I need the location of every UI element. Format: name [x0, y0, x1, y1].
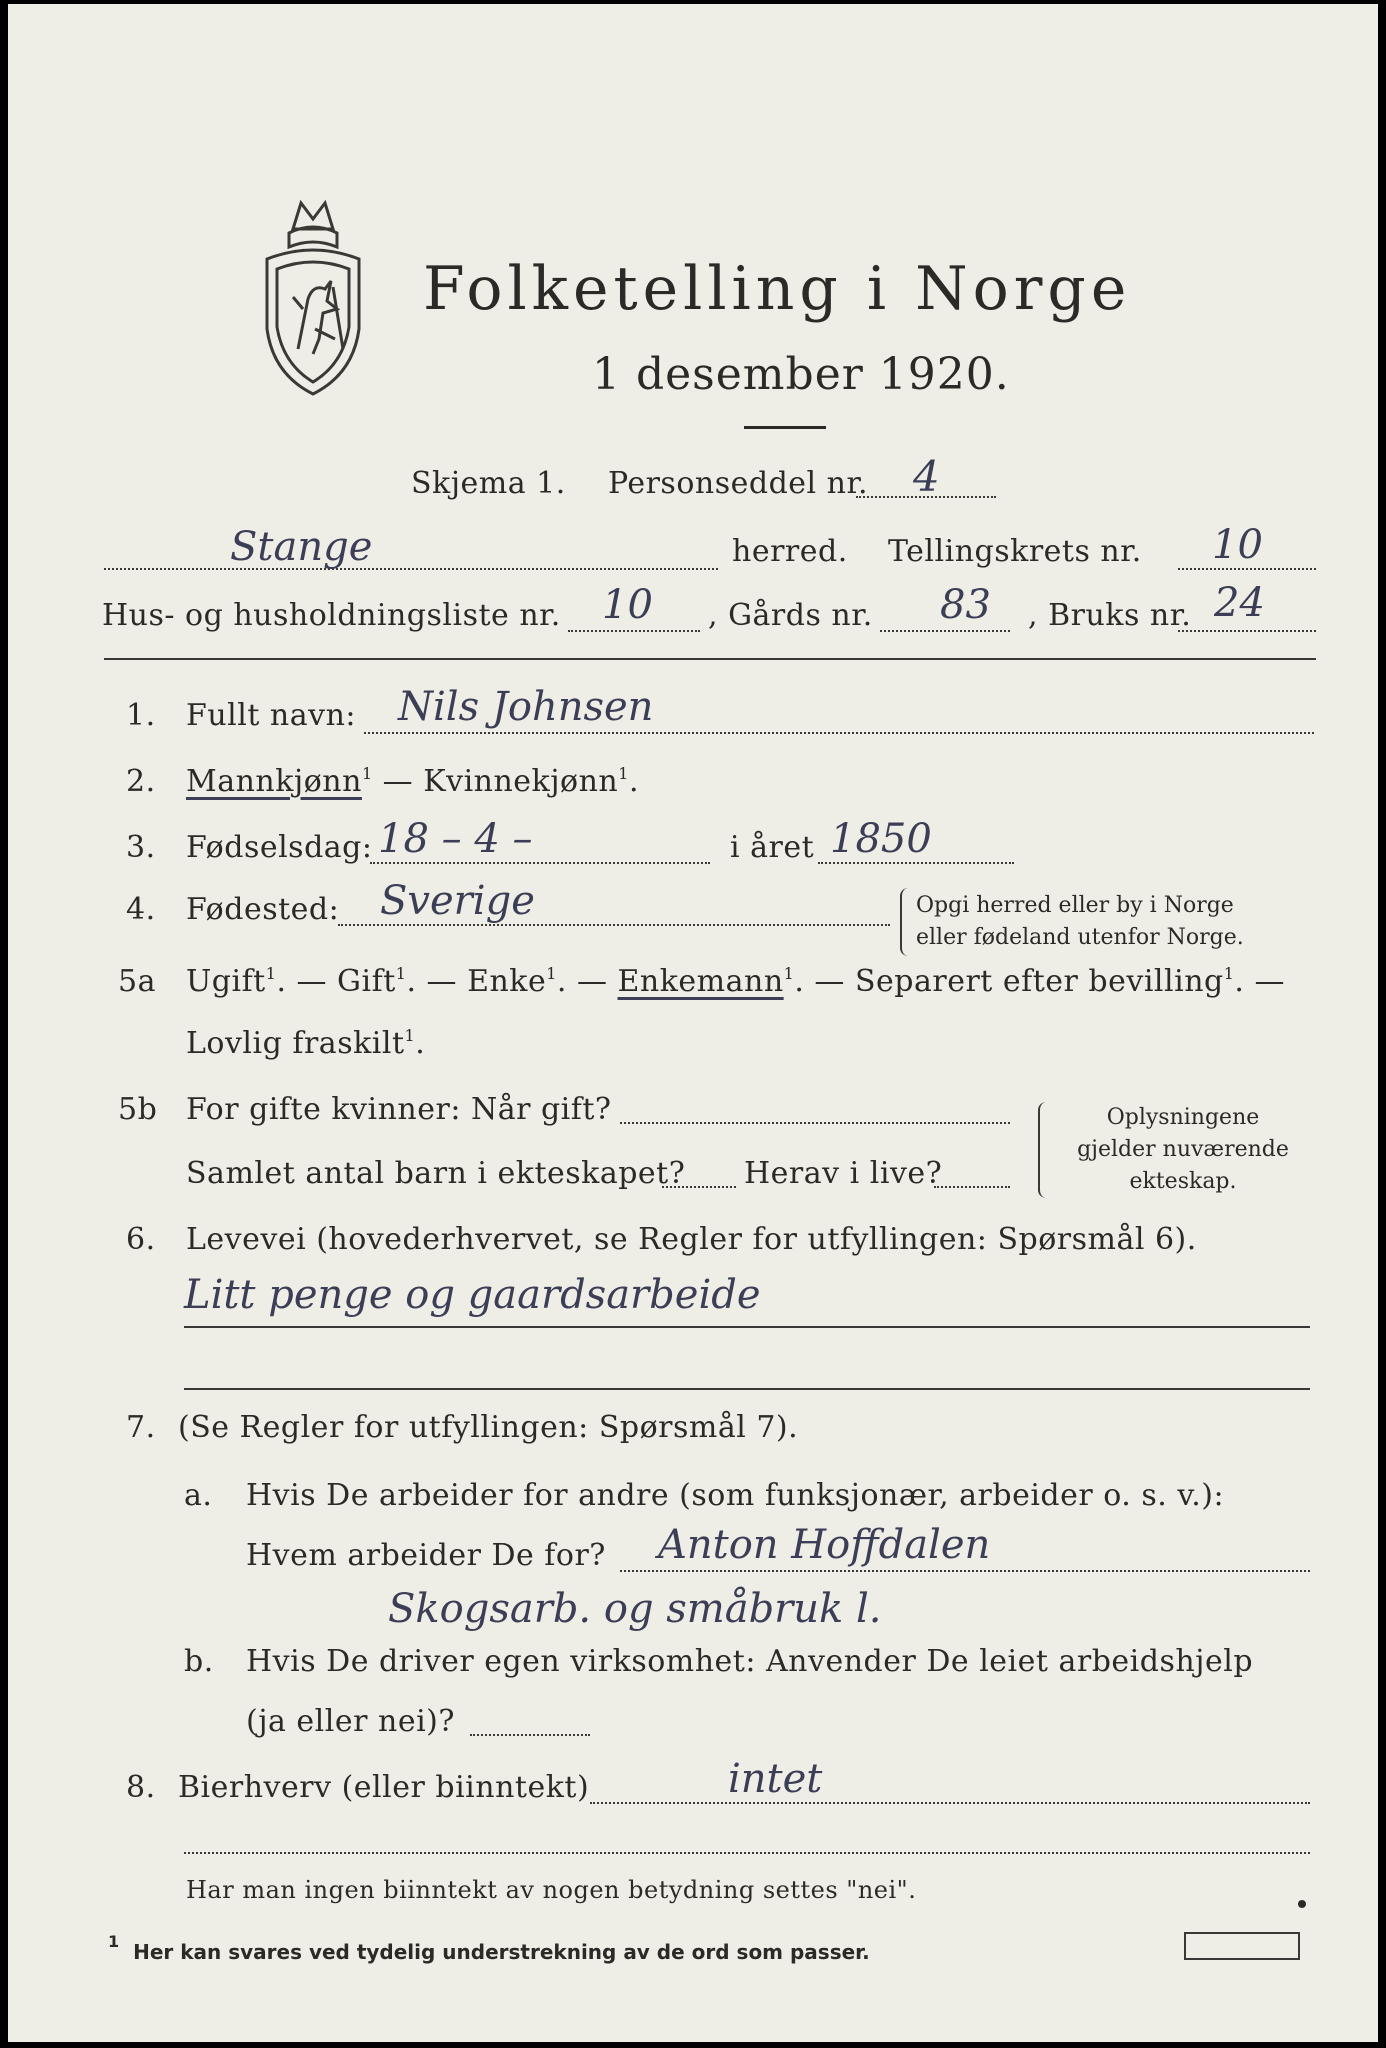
q8-label: Bierhverv (eller biinntekt) [178, 1770, 590, 1805]
q7a-value1: Anton Hoffdalen [658, 1522, 991, 1568]
bruks-label: , Bruks nr. [1028, 598, 1192, 633]
herred-label: herred. [732, 534, 848, 569]
q8-line2 [184, 1852, 1310, 1854]
q1-number: 1. [126, 698, 156, 733]
census-date: 1 desember 1920. [592, 349, 1010, 400]
q7a-question: Hvem arbeider De for? [246, 1538, 606, 1573]
q3-year-line [818, 862, 1014, 864]
q3-number: 3. [126, 830, 156, 865]
q4-line [338, 924, 890, 926]
footnote: $^1$ Her kan svares ved tydelig understrekning av de ord som passer. [108, 1932, 870, 1964]
census-form-sheet [8, 4, 1378, 2042]
q5b-line1 [620, 1122, 1010, 1124]
q7b-question: (ja eller nei)? [246, 1704, 455, 1739]
q4-note: Opgi herred eller by i Norge eller fødeland utenfor Norge. [916, 893, 1244, 950]
q7b-letter: b. [184, 1644, 214, 1679]
header-rule [104, 658, 1316, 660]
ink-dot [1298, 1900, 1306, 1908]
q8-number: 8. [126, 1770, 156, 1805]
q5b-note: Oplysningene gjelder nuværende ekteskap. [1077, 1105, 1289, 1194]
q1-value: Nils Johnsen [398, 684, 654, 730]
q5b-label2: Samlet antal barn i ekteskapet? [186, 1156, 686, 1191]
q5b-label3: Herav i live? [744, 1156, 943, 1191]
q4-number: 4. [126, 892, 156, 927]
q3-line [370, 862, 710, 864]
bruks-line [1178, 630, 1316, 632]
printer-stamp [1184, 1932, 1300, 1960]
q7-number: 7. [126, 1410, 156, 1445]
q3-value: 18 – 4 – [378, 816, 533, 862]
gards-value: 83 [940, 582, 991, 628]
q5b-number: 5b [118, 1092, 158, 1127]
tellingskrets-label: Tellingskrets nr. [888, 534, 1142, 569]
husliste-label: Hus- og husholdningsliste nr. [102, 598, 561, 633]
herred-line [104, 568, 718, 570]
form-title: Folketelling i Norge [423, 254, 1132, 324]
herred-value: Stange [230, 524, 373, 570]
q3-year-label: i året [730, 830, 815, 865]
husliste-value: 10 [602, 582, 653, 628]
q3-label: Fødselsdag: [186, 830, 373, 865]
q8-line [590, 1802, 1310, 1804]
q7a-label: Hvis De arbeider for andre (som funksjonær, arbeider o. s. v.): [246, 1478, 1225, 1513]
q6-line2 [184, 1388, 1310, 1390]
q8-value: intet [728, 1756, 823, 1802]
tellingskrets-line [1178, 568, 1316, 570]
q7-label: (Se Regler for utfyllingen: Spørsmål 7). [178, 1410, 799, 1445]
schema-label: Skjema 1. [411, 466, 566, 501]
q5b-line3 [934, 1186, 1010, 1188]
title-rule [744, 426, 826, 429]
q4-label: Fødested: [186, 892, 340, 927]
q7b-label: Hvis De driver egen virksomhet: Anvender De leiet arbeidshjelp [246, 1644, 1254, 1679]
personseddel-label: Personseddel nr. [608, 466, 869, 501]
q5b-label: For gifte kvinner: Når gift? [186, 1092, 612, 1127]
q6-number: 6. [126, 1222, 156, 1257]
q5b-line2 [662, 1186, 736, 1188]
gards-label: , Gårds nr. [708, 598, 873, 633]
q7a-letter: a. [184, 1478, 213, 1513]
q1-label: Fullt navn: [186, 698, 357, 733]
q6-line1 [184, 1326, 1310, 1328]
q3-year-value: 1850 [830, 816, 932, 862]
q5a-label-line2: Lovlig fraskilt$^1$. [186, 1026, 426, 1061]
bruks-value: 24 [1214, 580, 1265, 626]
coat-of-arms-icon [253, 189, 373, 399]
q4-value: Sverige [380, 878, 535, 924]
footer-note: Har man ingen biinntekt av nogen betydning settes "nei". [186, 1876, 917, 1904]
tellingskrets-value: 10 [1212, 522, 1263, 568]
q6-value: Litt penge og gaardsarbeide [184, 1272, 761, 1318]
q4-brace [900, 888, 910, 956]
q6-label: Levevei (hovederhvervet, se Regler for utfyllingen: Spørsmål 6). [186, 1222, 1197, 1257]
q5a-label: Ugift$^1$. — Gift$^1$. — Enke$^1$. — Enkemann$^1$. — Separert efter bevilling$^1$. — [186, 964, 1285, 999]
personseddel-value: 4 [913, 452, 940, 501]
q2-label: Mannkjønn$^1$ — Kvinnekjønn$^1$. [186, 764, 639, 799]
husliste-line [568, 630, 700, 632]
q5b-brace [1038, 1102, 1048, 1198]
q7b-line [470, 1734, 590, 1736]
q7a-value2: Skogsarb. og småbruk l. [388, 1586, 882, 1632]
q2-number: 2. [126, 764, 156, 799]
q1-line [364, 732, 1314, 734]
q7a-line [620, 1570, 1310, 1572]
gards-line [880, 630, 1010, 632]
q5a-number: 5a [118, 964, 156, 999]
